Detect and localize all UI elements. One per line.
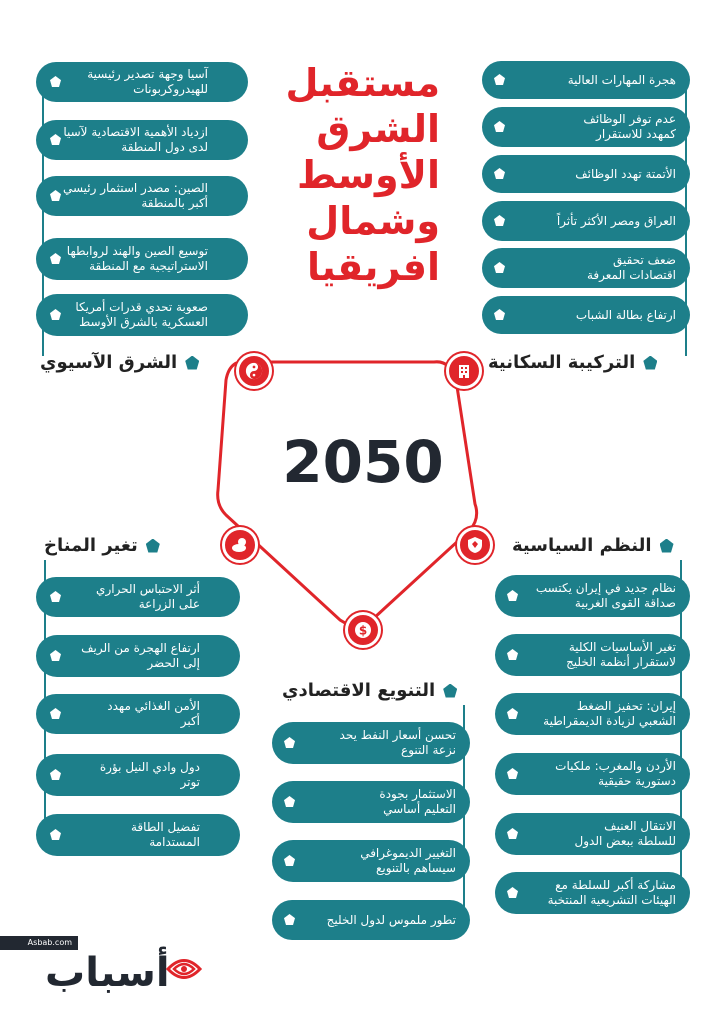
- list-item: توسيع الصين والهند لروابطها الاستراتيجية مع المنطقة: [36, 238, 248, 280]
- dollar-coin-icon: [345, 612, 381, 648]
- list-item: التغيير الديموغرافي سيساهم بالتنويع: [272, 840, 470, 882]
- section-heading-climate: تغير المناخ: [44, 535, 160, 556]
- eye-logo-icon: [166, 954, 202, 984]
- title-line: وشمال: [306, 199, 440, 243]
- year-label: 2050: [282, 428, 444, 496]
- section-heading-political: النظم السياسية: [512, 535, 674, 556]
- pentagon-bullet-icon: [507, 649, 518, 660]
- list-item: ارتفاع بطالة الشباب: [482, 296, 690, 334]
- pentagon-bullet-icon: [284, 796, 295, 807]
- pentagon-bullet-icon: [494, 121, 505, 132]
- list-item: الصين: مصدر استثمار رئيسي أكبر بالمنطقة: [36, 176, 248, 216]
- list-item: تغير الأساسيات الكلية لاستقرار أنظمة الخليج: [495, 634, 690, 676]
- building-icon: [446, 353, 482, 389]
- pentagon-icon: [643, 356, 657, 370]
- title-line: الأوسط: [296, 153, 440, 197]
- title-line: مستقبل: [285, 61, 440, 105]
- list-item: تطور ملموس لدول الخليج: [272, 900, 470, 940]
- pentagon-bullet-icon: [494, 309, 505, 320]
- title-line: الشرق: [316, 107, 440, 151]
- section-heading-population: التركيبة السكانية: [488, 352, 657, 373]
- list-item: الانتقال العنيف للسلطة ببعض الدول: [495, 813, 690, 855]
- list-item: نظام جديد في إيران يكتسب صداقة القوى الغربية: [495, 575, 690, 617]
- pentagon-bullet-icon: [507, 828, 518, 839]
- list-item: ازدياد الأهمية الاقتصادية لآسيا لدى دول المنطقة: [36, 120, 248, 160]
- section-heading-asian-east: الشرق الآسيوي: [40, 352, 199, 373]
- pentagon-bullet-icon: [507, 708, 518, 719]
- list-item: الاستثمار بجودة التعليم أساسي: [272, 781, 470, 823]
- list-item: أثر الاحتباس الحراري على الزراعة: [36, 577, 240, 617]
- list-item: الأمن الغذائي مهدد أكبر: [36, 694, 240, 734]
- list-item: العراق ومصر الأكثر تأثراً: [482, 201, 690, 241]
- page-title: [270, 60, 440, 290]
- list-item: عدم توفر الوظائف كمهدد للاستقرار: [482, 107, 690, 147]
- pentagon-bullet-icon: [494, 262, 505, 273]
- pentagon-bullet-icon: [284, 914, 295, 925]
- list-item: ضعف تحقيق اقتصادات المعرفة: [482, 248, 690, 288]
- pentagon-bullet-icon: [494, 74, 505, 85]
- title-line: افريقيا: [307, 245, 440, 289]
- list-item: صعوبة تحدي قدرات أمريكا العسكرية بالشرق الأوسط: [36, 294, 248, 336]
- pentagon-icon: [185, 356, 199, 370]
- list-item: إيران: تحفيز الضغط الشعبي لزيادة الديمقراطية: [495, 693, 690, 735]
- pentagon-bullet-icon: [494, 168, 505, 179]
- list-item: هجرة المهارات العالية: [482, 61, 690, 99]
- list-item: ارتفاع الهجرة من الريف إلى الحضر: [36, 635, 240, 677]
- pentagon-bullet-icon: [494, 215, 505, 226]
- brand-name: أسباب: [45, 950, 170, 996]
- site-url: Asbab.com: [0, 936, 78, 950]
- pentagon-bullet-icon: [284, 737, 295, 748]
- pentagon-icon: [660, 539, 674, 553]
- list-item: الأتمتة تهدد الوظائف: [482, 155, 690, 193]
- pentagon-bullet-icon: [284, 855, 295, 866]
- pentagon-bullet-icon: [507, 590, 518, 601]
- pentagon-bullet-icon: [507, 768, 518, 779]
- list-item: مشاركة أكبر للسلطة مع الهيئات التشريعية المنتخبة: [495, 872, 690, 914]
- list-item: الأردن والمغرب: ملكيات دستورية حقيقية: [495, 753, 690, 795]
- list-item: تفضيل الطاقة المستدامة: [36, 814, 240, 856]
- shield-icon: [457, 527, 493, 563]
- pentagon-bullet-icon: [507, 887, 518, 898]
- section-heading-economic: التنويع الاقتصادي: [282, 680, 457, 701]
- list-item: دول وادي النيل بؤرة توتر: [36, 754, 240, 796]
- list-item: تحسن أسعار النفط يحد نزعة التنوع: [272, 722, 470, 764]
- svg-text:$: $: [358, 623, 368, 638]
- pentagon-icon: [146, 539, 160, 553]
- list-item: آسيا وجهة تصدير رئيسية للهيدروكربونات: [36, 62, 248, 102]
- sun-cloud-icon: [222, 527, 258, 563]
- pentagon-icon: [443, 684, 457, 698]
- yin-yang-icon: [236, 353, 272, 389]
